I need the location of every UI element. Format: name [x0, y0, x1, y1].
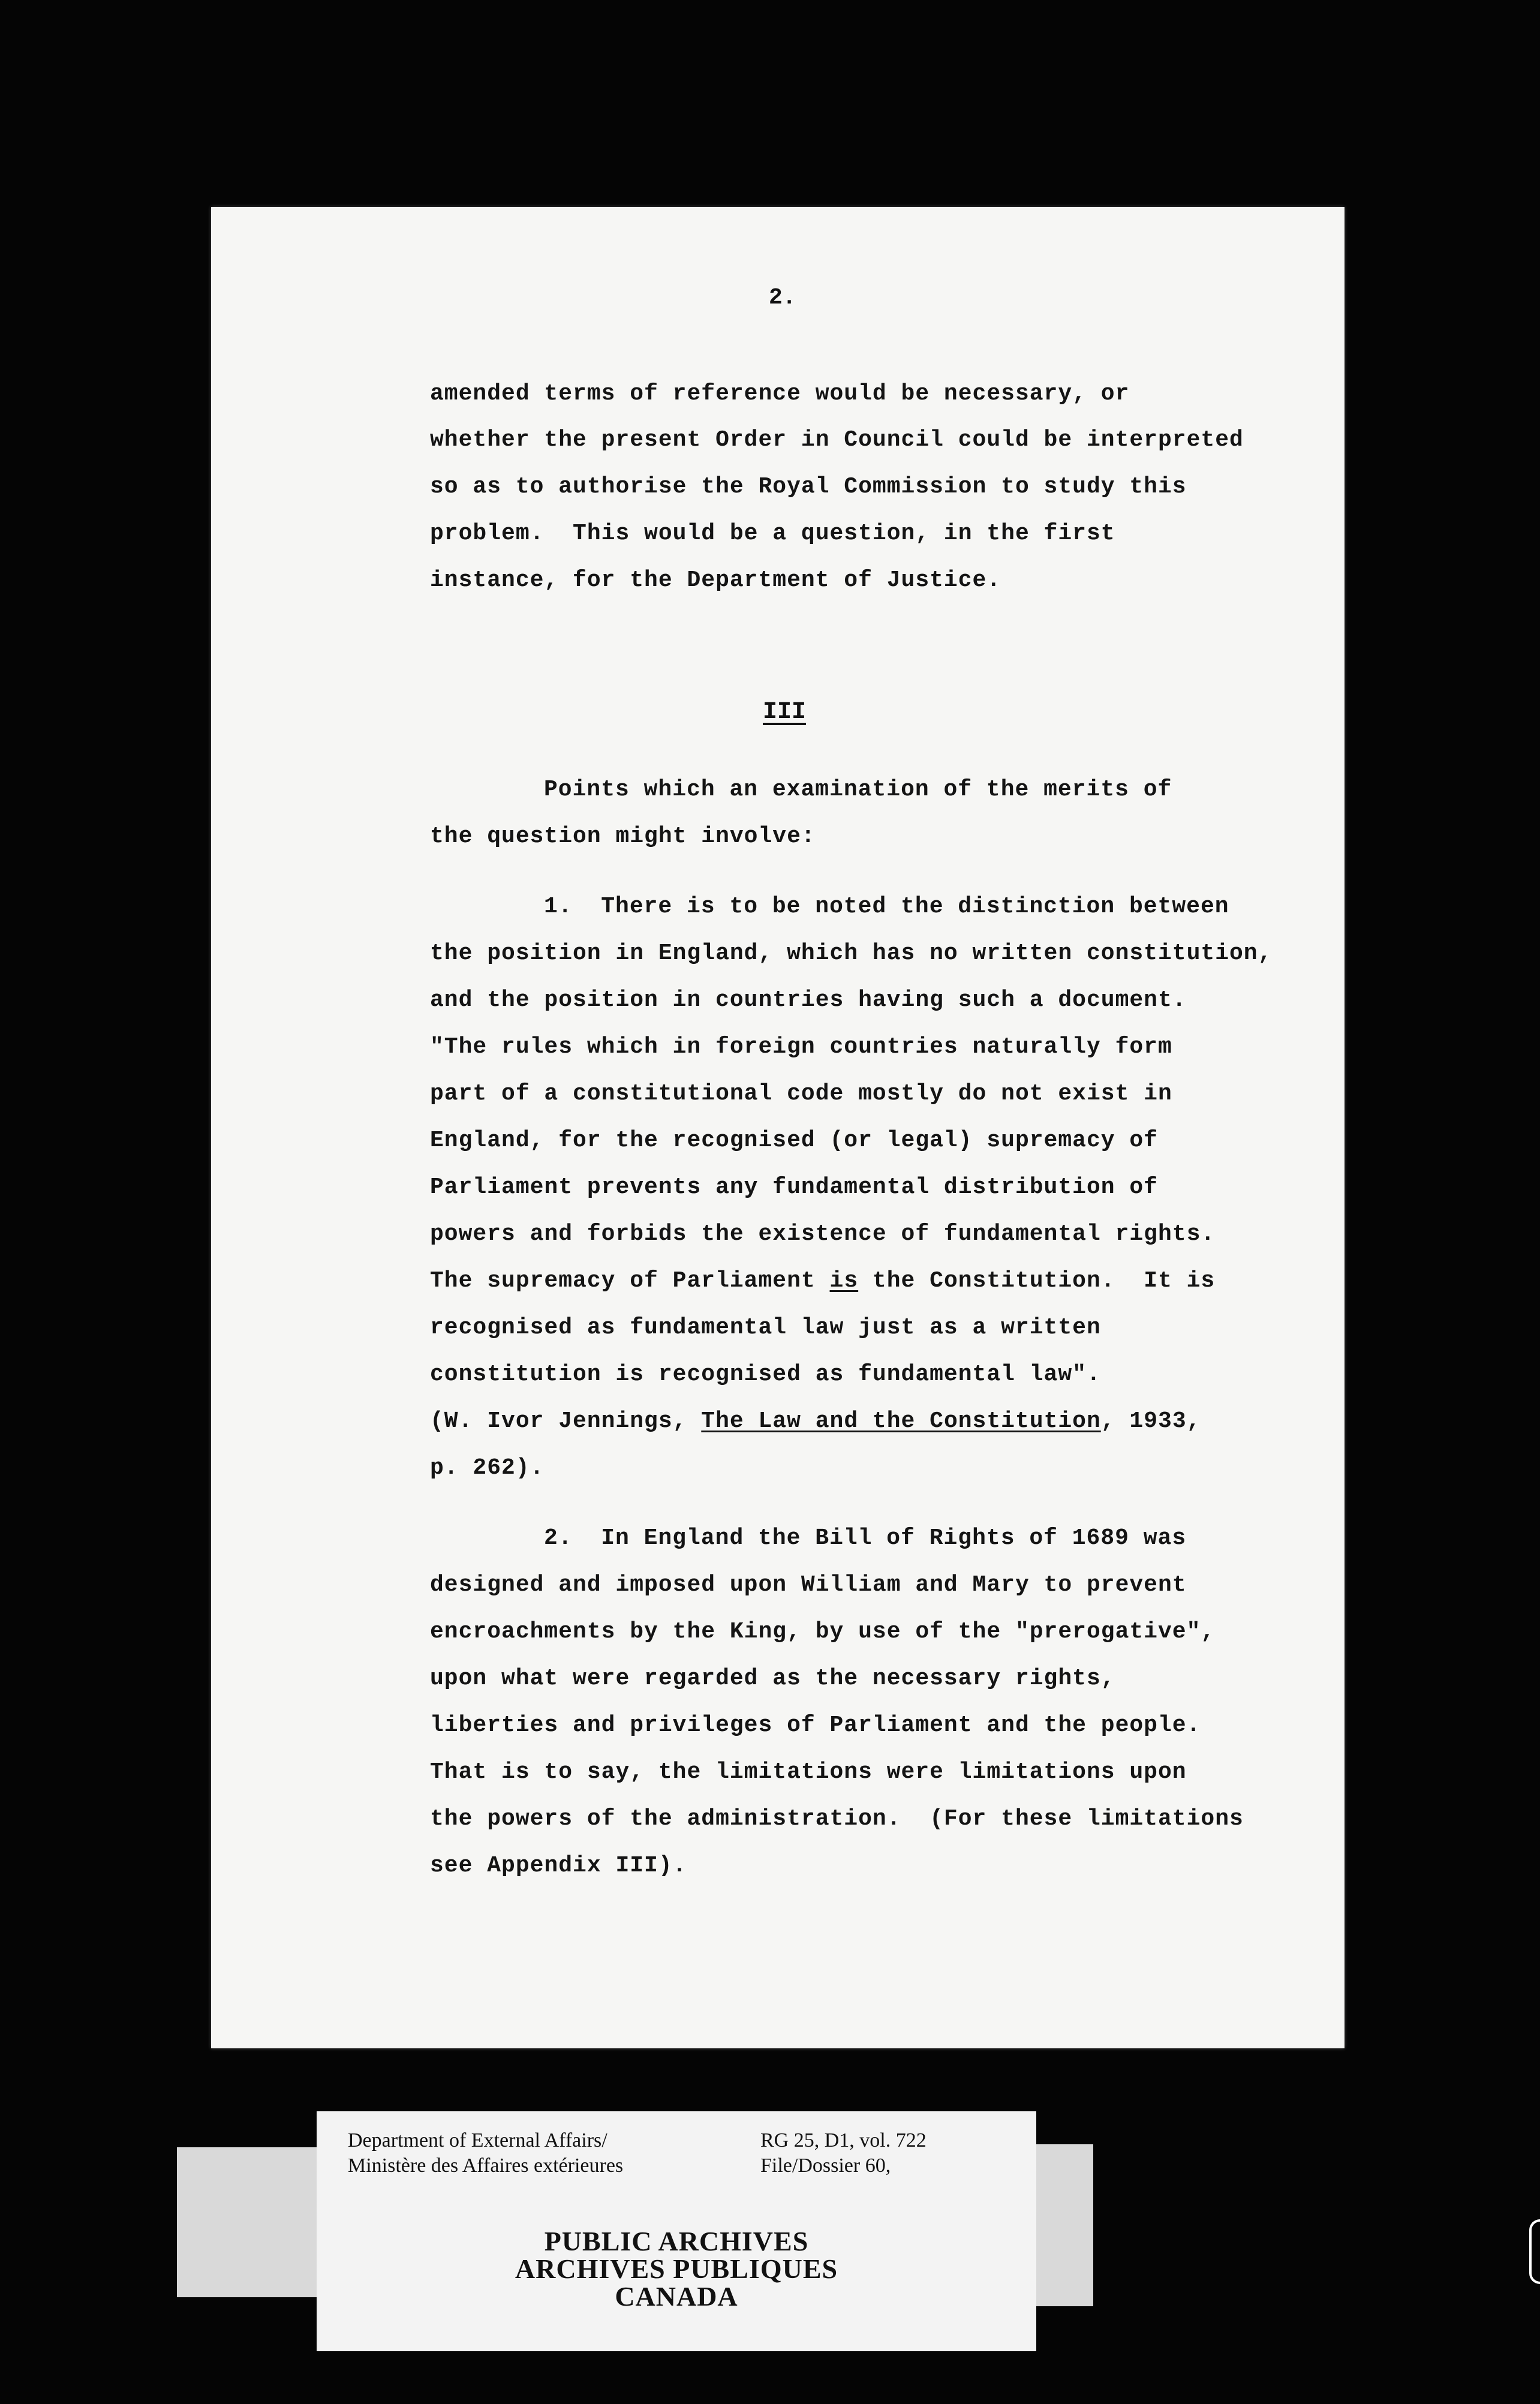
department-french: Ministère des Affaires extérieures — [348, 2154, 624, 2177]
record-group-reference: RG 25, D1, vol. 722 — [760, 2129, 927, 2151]
text-line: recognised as fundamental law just as a written — [430, 1315, 1101, 1341]
text-line: encroachments by the King, by use of the "prerogative", — [430, 1619, 1216, 1645]
text-line: see Appendix III). — [430, 1853, 687, 1879]
text-line: Parliament prevents any fundamental distribution of — [430, 1174, 1158, 1200]
text-line: problem. This would be a question, in the first — [430, 521, 1115, 546]
text-line: instance, for the Department of Justice. — [430, 567, 1001, 593]
text-line — [430, 1268, 1215, 1294]
text-line: constitution is recognised as fundamental law". — [430, 1362, 1101, 1387]
text-line: the powers of the administration. (For these limitations — [430, 1806, 1244, 1832]
book-title-underlined: The Law and the Constitution — [701, 1408, 1101, 1434]
archives-stamp-line: CANADA — [615, 2281, 738, 2312]
text-line: "The rules which in foreign countries naturally form — [430, 1034, 1172, 1060]
archives-stamp-line: ARCHIVES PUBLIQUES — [515, 2253, 838, 2284]
text-line: designed and imposed upon William and Mary to prevent — [430, 1572, 1187, 1598]
text-segment: , 1933, — [1100, 1408, 1201, 1434]
film-side-block-left — [177, 2147, 317, 2297]
text-line: Points which an examination of the merits of — [544, 777, 1172, 803]
citation-line — [430, 1408, 1201, 1434]
text-line: 2. In England the Bill of Rights of 1689 was — [544, 1525, 1187, 1551]
text-segment: The supremacy of Parliament — [430, 1268, 830, 1294]
text-segment: the Constitution. It is — [858, 1268, 1216, 1294]
text-line: so as to authorise the Royal Commission to study this — [430, 474, 1187, 500]
text-line: and the position in countries having such a document. — [430, 987, 1187, 1013]
text-line: liberties and privileges of Parliament and the people. — [430, 1712, 1201, 1738]
file-reference: File/Dossier 60, — [760, 2154, 891, 2177]
text-line: That is to say, the limitations were limitations upon — [430, 1759, 1187, 1785]
document-page — [211, 207, 1345, 2048]
text-line: powers and forbids the existence of fundamental rights. — [430, 1221, 1216, 1247]
emphasis-underlined: is — [829, 1268, 859, 1294]
text-line: the question might involve: — [430, 824, 816, 849]
archives-stamp-line: PUBLIC ARCHIVES — [544, 2226, 809, 2256]
text-segment: (W. Ivor Jennings, — [430, 1408, 702, 1434]
text-line: the position in England, which has no written constitution, — [430, 940, 1273, 966]
archive-label-card — [317, 2111, 1036, 2351]
text-line: amended terms of reference would be necessary, or — [430, 381, 1130, 407]
text-line: 1. There is to be noted the distinction between — [544, 894, 1229, 919]
film-side-block-right — [1036, 2144, 1093, 2306]
text-line: whether the present Order in Council could be interpreted — [430, 427, 1244, 453]
text-line: England, for the recognised (or legal) supremacy of — [430, 1128, 1158, 1153]
text-line: upon what were regarded as the necessary rights, — [430, 1666, 1115, 1691]
text-line: p. 262). — [430, 1455, 545, 1481]
text-line: part of a constitutional code mostly do not exist in — [430, 1081, 1172, 1107]
page-number: 2. — [769, 285, 796, 311]
section-heading: III — [763, 699, 807, 726]
film-edge-mark — [1529, 2219, 1540, 2284]
department-english: Department of External Affairs/ — [348, 2129, 607, 2151]
